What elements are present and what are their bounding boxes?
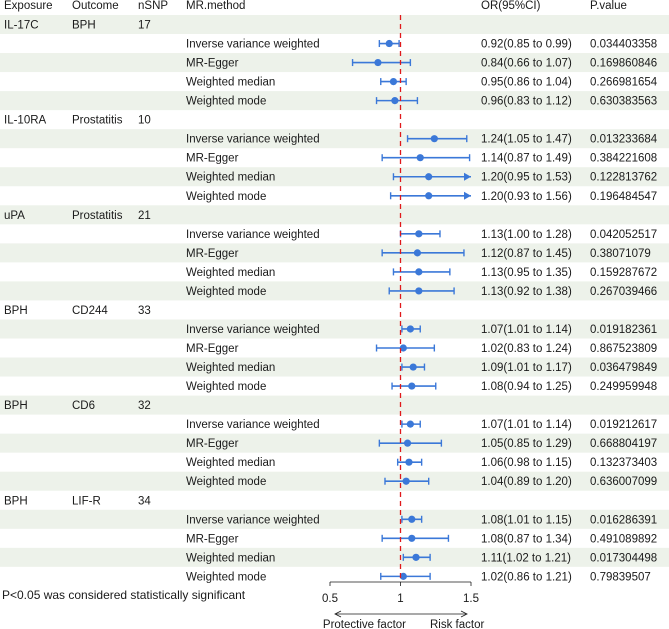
pvalue-cell: 0.034403358 <box>590 38 658 51</box>
or-ci-cell: 1.08(0.94 to 1.25) <box>481 381 572 394</box>
nsnp-cell: 10 <box>138 114 151 127</box>
or-point <box>417 154 424 161</box>
pvalue-cell: 0.017304498 <box>590 552 658 565</box>
or-ci-cell: 1.02(0.83 to 1.24) <box>481 343 572 356</box>
method-cell: Inverse variance weighted <box>186 514 320 527</box>
pvalue-cell: 0.036479849 <box>590 362 658 375</box>
or-point <box>425 173 432 180</box>
header-pvalue: P.value <box>590 0 627 12</box>
pvalue-cell: 0.267039466 <box>590 285 658 298</box>
or-ci-cell: 1.13(0.92 to 1.38) <box>481 285 572 298</box>
method-cell: Weighted mode <box>186 190 267 203</box>
method-cell: Weighted mode <box>186 571 267 584</box>
protective-factor-label: Protective factor <box>322 619 406 629</box>
pvalue-cell: 0.38071079 <box>590 247 651 260</box>
x-tick-label: 1 <box>397 593 404 605</box>
method-cell: Weighted mode <box>186 95 267 108</box>
or-ci-cell: 1.08(1.01 to 1.15) <box>481 514 572 527</box>
or-ci-cell: 1.20(0.93 to 1.56) <box>481 190 572 203</box>
or-point <box>386 40 393 47</box>
exposure-cell: BPH <box>4 495 28 508</box>
method-cell: Weighted median <box>186 171 276 184</box>
or-point <box>408 535 415 542</box>
exposure-cell: uPA <box>4 209 25 222</box>
outcome-cell: LIF-R <box>72 495 101 508</box>
exposure-cell: BPH <box>4 400 28 413</box>
or-point <box>390 78 397 85</box>
method-cell: MR-Egger <box>186 438 239 451</box>
or-ci-cell: 1.14(0.87 to 1.49) <box>481 152 572 165</box>
or-point <box>414 249 421 256</box>
exposure-cell: IL-17C <box>4 19 39 32</box>
or-point <box>412 554 419 561</box>
or-point <box>403 478 410 485</box>
method-cell: Inverse variance weighted <box>186 228 320 241</box>
or-point <box>404 440 411 447</box>
or-ci-cell: 0.96(0.83 to 1.12) <box>481 95 572 108</box>
or-point <box>408 382 415 389</box>
nsnp-cell: 32 <box>138 400 151 413</box>
pvalue-cell: 0.196484547 <box>590 190 658 203</box>
or-ci-cell: 1.24(1.05 to 1.47) <box>481 133 572 146</box>
significance-footnote: P<0.05 was considered statistically significant <box>2 588 246 602</box>
method-cell: Inverse variance weighted <box>186 323 320 336</box>
or-point <box>408 516 415 523</box>
risk-factor-label: Risk factor <box>430 619 485 629</box>
method-cell: Weighted mode <box>186 285 267 298</box>
nsnp-cell: 34 <box>138 495 151 508</box>
method-cell: MR-Egger <box>186 57 239 70</box>
x-tick-label: 1.5 <box>463 593 479 605</box>
or-ci-cell: 1.05(0.85 to 1.29) <box>481 438 572 451</box>
row-band <box>0 15 669 34</box>
nsnp-cell: 21 <box>138 209 151 222</box>
or-ci-cell: 0.95(0.86 to 1.04) <box>481 76 572 89</box>
or-ci-cell: 0.84(0.66 to 1.07) <box>481 57 572 70</box>
header-nsnp: nSNP <box>138 0 169 12</box>
or-point <box>415 230 422 237</box>
exposure-cell: IL-10RA <box>4 114 47 127</box>
or-ci-cell: 1.20(0.95 to 1.53) <box>481 171 572 184</box>
method-cell: MR-Egger <box>186 247 239 260</box>
or-ci-cell: 1.12(0.87 to 1.45) <box>481 247 572 260</box>
method-cell: MR-Egger <box>186 343 239 356</box>
row-band <box>0 396 669 415</box>
or-ci-cell: 1.13(0.95 to 1.35) <box>481 266 572 279</box>
header-method: MR.method <box>186 0 246 12</box>
or-ci-cell: 1.07(1.01 to 1.14) <box>481 419 572 432</box>
or-ci-cell: 1.09(1.01 to 1.17) <box>481 362 572 375</box>
nsnp-cell: 33 <box>138 304 151 317</box>
outcome-cell: CD244 <box>72 304 108 317</box>
nsnp-cell: 17 <box>138 19 151 32</box>
pvalue-cell: 0.636007099 <box>590 476 658 489</box>
pvalue-cell: 0.159287672 <box>590 266 658 279</box>
header-outcome: Outcome <box>72 0 119 12</box>
pvalue-cell: 0.384221608 <box>590 152 658 165</box>
ci-truncated-arrow-icon <box>464 192 471 200</box>
or-point <box>415 268 422 275</box>
pvalue-cell: 0.630383563 <box>590 95 658 108</box>
pvalue-cell: 0.169860846 <box>590 57 658 70</box>
pvalue-cell: 0.79839507 <box>590 571 651 584</box>
outcome-cell: BPH <box>72 19 96 32</box>
method-cell: Weighted median <box>186 266 276 279</box>
or-point <box>415 287 422 294</box>
method-cell: Weighted median <box>186 457 276 470</box>
or-ci-cell: 1.07(1.01 to 1.14) <box>481 323 572 336</box>
or-point <box>391 97 398 104</box>
or-point <box>431 135 438 142</box>
or-ci-cell: 0.92(0.85 to 0.99) <box>481 38 572 51</box>
method-cell: Inverse variance weighted <box>186 38 320 51</box>
pvalue-cell: 0.867523809 <box>590 343 658 356</box>
method-cell: Weighted median <box>186 76 276 89</box>
method-cell: Weighted median <box>186 362 276 375</box>
pvalue-cell: 0.019212617 <box>590 419 658 432</box>
or-ci-cell: 1.04(0.89 to 1.20) <box>481 476 572 489</box>
pvalue-cell: 0.019182361 <box>590 323 658 336</box>
method-cell: Inverse variance weighted <box>186 419 320 432</box>
method-cell: Weighted median <box>186 552 276 565</box>
header-or: OR(95%CI) <box>481 0 541 12</box>
method-cell: Weighted mode <box>186 381 267 394</box>
or-ci-cell: 1.13(1.00 to 1.28) <box>481 228 572 241</box>
method-cell: Inverse variance weighted <box>186 133 320 146</box>
outcome-cell: Prostatitis <box>72 209 123 222</box>
exposure-cell: BPH <box>4 304 28 317</box>
or-point <box>410 363 417 370</box>
pvalue-cell: 0.491089892 <box>590 533 658 546</box>
pvalue-cell: 0.016286391 <box>590 514 658 527</box>
pvalue-cell: 0.122813762 <box>590 171 658 184</box>
pvalue-cell: 0.266981654 <box>590 76 658 89</box>
x-axis <box>322 582 484 629</box>
pvalue-cell: 0.013233684 <box>590 133 658 146</box>
method-cell: MR-Egger <box>186 152 239 165</box>
or-point <box>405 459 412 466</box>
or-point <box>374 59 381 66</box>
or-point <box>407 421 414 428</box>
or-ci-cell: 1.06(0.98 to 1.15) <box>481 457 572 470</box>
x-axis-ticks <box>322 582 479 605</box>
pvalue-cell: 0.132373403 <box>590 457 658 470</box>
outcome-cell: CD6 <box>72 400 96 413</box>
or-ci-cell: 1.08(0.87 to 1.34) <box>481 533 572 546</box>
pvalue-cell: 0.042052517 <box>590 228 658 241</box>
or-point <box>407 325 414 332</box>
pvalue-cell: 0.668804197 <box>590 438 658 451</box>
outcome-cell: Prostatitis <box>72 114 123 127</box>
or-ci-cell: 1.02(0.86 to 1.21) <box>481 571 572 584</box>
method-cell: MR-Egger <box>186 533 239 546</box>
header-exposure: Exposure <box>4 0 53 12</box>
method-cell: Weighted mode <box>186 476 267 489</box>
x-tick-label: 0.5 <box>322 593 338 605</box>
or-ci-cell: 1.11(1.02 to 1.21) <box>481 552 571 565</box>
or-point <box>425 192 432 199</box>
column-headers <box>4 0 627 12</box>
pvalue-cell: 0.249959948 <box>590 381 658 394</box>
